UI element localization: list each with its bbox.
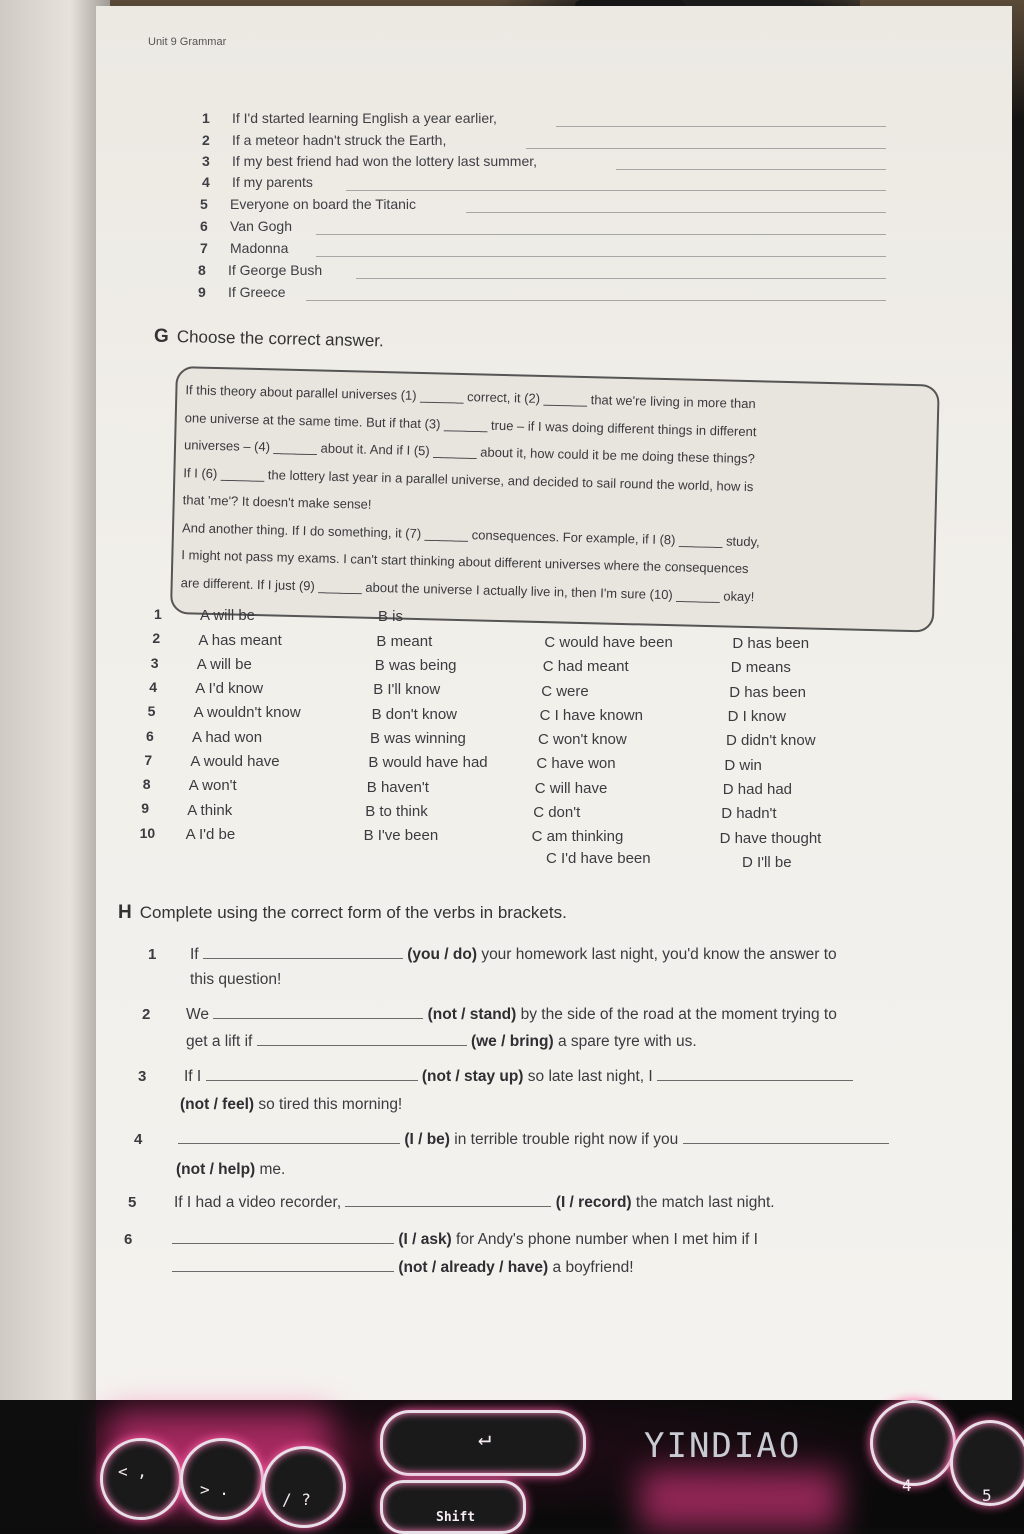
option-d[interactable]: D win	[724, 756, 762, 774]
option-a[interactable]: A think	[187, 801, 233, 819]
answer-line[interactable]	[356, 278, 886, 279]
answer-blank[interactable]	[206, 1068, 418, 1081]
top-list-text: If I'd started learning English a year earlier,	[232, 110, 497, 126]
h-text: your homework last night, you'd know the answer to	[481, 946, 837, 963]
answer-line[interactable]	[466, 212, 886, 213]
top-list-number: 3	[202, 153, 210, 169]
h-item-number: 4	[134, 1131, 143, 1148]
top-list-text: If Greece	[228, 284, 286, 300]
h-verb-cue: (not / already / have)	[398, 1259, 549, 1276]
option-number: 3	[150, 654, 159, 671]
top-list-number: 8	[198, 262, 206, 278]
option-a[interactable]: A I'd be	[185, 825, 236, 843]
h-verb-cue: (not / feel)	[180, 1096, 255, 1113]
option-d[interactable]: D has been	[732, 635, 810, 653]
top-list-number: 5	[200, 196, 208, 212]
option-c[interactable]: C would have been	[544, 633, 673, 651]
option-b[interactable]: B was winning	[370, 729, 466, 747]
answer-line[interactable]	[306, 300, 886, 301]
top-list-number: 1	[202, 110, 210, 126]
option-d[interactable]: D has been	[729, 683, 806, 701]
h-text: If	[190, 946, 199, 963]
option-b[interactable]: B meant	[376, 632, 433, 650]
option-b[interactable]: B to think	[365, 802, 428, 820]
passage-line: universes – (4) ______ about it. And if I (5) ______ about it, how could it be me doing these things?	[183, 437, 756, 467]
option-c[interactable]: C had meant	[542, 658, 629, 676]
keyboard-key-shift[interactable]	[380, 1480, 526, 1534]
answer-blank[interactable]	[257, 1033, 467, 1046]
h-text: We	[186, 1006, 209, 1023]
textbook-page	[96, 6, 1012, 1422]
h-text: so late last night, I	[527, 1068, 653, 1085]
unit-header: Unit 9 Grammar	[148, 36, 227, 48]
passage-line: And another thing. If I do something, it (7) ______ consequences. For example, if I (8) ______ study,	[181, 519, 760, 549]
option-d[interactable]: D have thought	[719, 829, 822, 847]
keyboard-key-slash[interactable]	[262, 1446, 346, 1528]
option-c[interactable]: C am thinking	[531, 828, 624, 846]
h-item-number: 1	[148, 946, 157, 963]
h-text: me.	[259, 1161, 286, 1178]
section-h-heading	[118, 902, 567, 924]
top-list-number: 9	[198, 284, 206, 300]
option-c[interactable]: C have won	[536, 755, 616, 773]
h-item-number: 5	[128, 1194, 137, 1211]
option-c[interactable]: C were	[541, 682, 589, 700]
top-list-text: If George Bush	[228, 262, 323, 278]
keyboard-key-4[interactable]	[870, 1400, 956, 1486]
keyboard-glow	[640, 1470, 840, 1530]
answer-blank[interactable]	[172, 1231, 394, 1244]
option-b[interactable]: B I'll know	[373, 681, 441, 699]
passage-box	[170, 366, 940, 633]
answer-blank[interactable]	[203, 946, 403, 959]
answer-blank[interactable]	[345, 1194, 551, 1207]
passage-line: one universe at the same time. But if that (3) ______ true – if I was doing different things in different	[184, 409, 757, 439]
h-text: so tired this morning!	[258, 1096, 403, 1113]
option-number: 4	[149, 678, 157, 695]
top-list-text: Madonna	[230, 240, 289, 256]
h-item-1-line-1	[190, 946, 837, 964]
option-number: 2	[152, 630, 161, 647]
option-c[interactable]: C don't	[533, 804, 581, 821]
left-page-edge	[0, 0, 110, 1400]
option-c[interactable]: C I have known	[539, 706, 643, 724]
option-number: 6	[146, 727, 154, 744]
h-item-2-line-2	[186, 1033, 697, 1051]
key-label: > .	[200, 1480, 229, 1499]
h-text: a spare tyre with us.	[557, 1033, 697, 1050]
answer-line[interactable]	[316, 234, 886, 235]
h-item-3-line-1	[184, 1068, 853, 1086]
answer-line[interactable]	[346, 190, 886, 191]
h-item-5-line-1	[174, 1194, 775, 1212]
option-number: 8	[142, 776, 151, 793]
h-verb-cue: (not / stand)	[427, 1006, 517, 1023]
section-h-letter: H	[118, 902, 132, 923]
top-list-text: If my parents	[232, 174, 313, 190]
option-number: 1	[154, 606, 162, 622]
key-label: Shift	[436, 1510, 476, 1525]
passage-line: I might not pass my exams. I can't start thinking about different universes where the consequences	[181, 547, 749, 577]
h-item-4-line-2	[176, 1161, 285, 1179]
h-item-6-line-1	[172, 1231, 758, 1249]
answer-line[interactable]	[526, 148, 886, 149]
option-c[interactable]: C will have	[534, 779, 608, 797]
answer-blank[interactable]	[683, 1131, 889, 1144]
h-item-3-line-2	[180, 1096, 402, 1114]
top-list-number: 4	[202, 174, 210, 190]
top-list-number: 7	[200, 240, 208, 256]
option-a[interactable]: A would have	[190, 753, 280, 770]
option-a[interactable]: A had won	[192, 728, 263, 746]
passage-line: If I (6) ______ the lottery last year in a parallel universe, and decided to sail round the world, how is	[183, 464, 754, 494]
option-b[interactable]: B don't know	[371, 705, 458, 723]
h-verb-cue: (we / bring)	[470, 1033, 554, 1050]
h-item-6-line-2	[172, 1259, 634, 1277]
option-a[interactable]: A has meant	[198, 631, 282, 649]
h-text: get a lift if	[186, 1033, 253, 1050]
option-d[interactable]: D I'll be	[742, 854, 792, 871]
option-number: 9	[141, 800, 149, 817]
option-d[interactable]: D means	[730, 659, 791, 677]
key-label: 4	[902, 1476, 912, 1495]
option-b[interactable]: B haven't	[366, 778, 429, 796]
h-verb-cue: (I / record)	[555, 1194, 632, 1211]
option-d[interactable]: D had had	[722, 780, 793, 798]
option-c[interactable]: C won't know	[538, 731, 627, 749]
option-d[interactable]: D hadn't	[721, 805, 777, 823]
key-label: < ,	[118, 1462, 147, 1481]
h-item-number: 3	[138, 1068, 147, 1085]
option-a[interactable]: A will be	[196, 655, 252, 673]
passage-line: are different. If I just (9) ______ about the universe I actually live in, then I'm sure (10) ______ okay!	[180, 574, 755, 604]
answer-blank[interactable]	[172, 1259, 394, 1272]
top-list-text: Everyone on board the Titanic	[230, 196, 417, 212]
answer-blank[interactable]	[213, 1006, 423, 1019]
option-number: 10	[139, 824, 156, 841]
option-b[interactable]: B would have had	[368, 754, 488, 772]
option-b[interactable]: B is	[378, 608, 404, 626]
option-a[interactable]: A will be	[200, 607, 256, 625]
answer-line[interactable]	[316, 256, 886, 257]
option-c[interactable]: C I'd have been	[546, 850, 651, 867]
option-a[interactable]: A won't	[188, 777, 237, 795]
option-number: 5	[147, 703, 156, 720]
key-label: 5	[982, 1486, 992, 1505]
answer-blank[interactable]	[657, 1068, 853, 1081]
h-text: the match last night.	[635, 1194, 775, 1211]
top-list-text: If a meteor hadn't struck the Earth,	[232, 132, 447, 148]
h-text: by the side of the road at the moment trying to	[520, 1006, 837, 1023]
option-b[interactable]: B I've been	[363, 827, 439, 845]
option-a[interactable]: A wouldn't know	[193, 704, 301, 722]
top-list-number: 6	[200, 218, 208, 234]
h-verb-cue: (I / ask)	[398, 1231, 452, 1248]
keyboard-key-period[interactable]	[180, 1438, 264, 1520]
h-text: for Andy's phone number when I met him if I	[456, 1231, 758, 1248]
answer-line[interactable]	[616, 169, 886, 170]
option-d[interactable]: D didn't know	[726, 732, 816, 750]
keyboard-brand-logo: YINDIAO	[644, 1426, 802, 1466]
key-label: / ?	[282, 1490, 311, 1509]
section-g-title: Choose the correct answer.	[176, 327, 384, 351]
h-text: in terrible trouble right now if you	[454, 1131, 679, 1148]
option-b[interactable]: B was being	[374, 657, 457, 674]
section-h-title: Complete using the correct form of the verbs in brackets.	[139, 903, 567, 922]
h-verb-cue: (you / do)	[407, 946, 477, 963]
option-d[interactable]: D I know	[727, 708, 786, 725]
h-item-1-line-2: this question!	[190, 971, 282, 988]
section-g-heading	[154, 326, 384, 353]
h-item-number: 6	[124, 1231, 133, 1248]
top-list-text: Van Gogh	[230, 218, 293, 234]
h-item-2-line-1	[186, 1006, 837, 1024]
top-list-number: 2	[202, 132, 210, 148]
h-verb-cue: (I / be)	[404, 1131, 450, 1148]
top-list-text: If my best friend had won the lottery last summer,	[232, 153, 538, 169]
section-g-letter: G	[153, 325, 170, 347]
h-text: If I had a video recorder,	[174, 1194, 342, 1211]
enter-arrow-icon: ↵	[478, 1426, 492, 1451]
h-text: If I	[184, 1068, 202, 1085]
h-item-4-line-1	[178, 1131, 889, 1149]
h-verb-cue: (not / stay up)	[421, 1068, 524, 1085]
answer-line[interactable]	[556, 126, 886, 127]
h-item-number: 2	[142, 1006, 151, 1023]
option-a[interactable]: A I'd know	[195, 680, 264, 698]
answer-blank[interactable]	[178, 1131, 400, 1144]
passage-line: If this theory about parallel universes (1) ______ correct, it (2) ______ that we're living in more than	[185, 382, 756, 412]
h-verb-cue: (not / help)	[176, 1161, 256, 1178]
h-text: a boyfriend!	[552, 1259, 634, 1276]
option-number: 7	[144, 751, 153, 768]
passage-line: that 'me'? It doesn't make sense!	[182, 492, 372, 512]
